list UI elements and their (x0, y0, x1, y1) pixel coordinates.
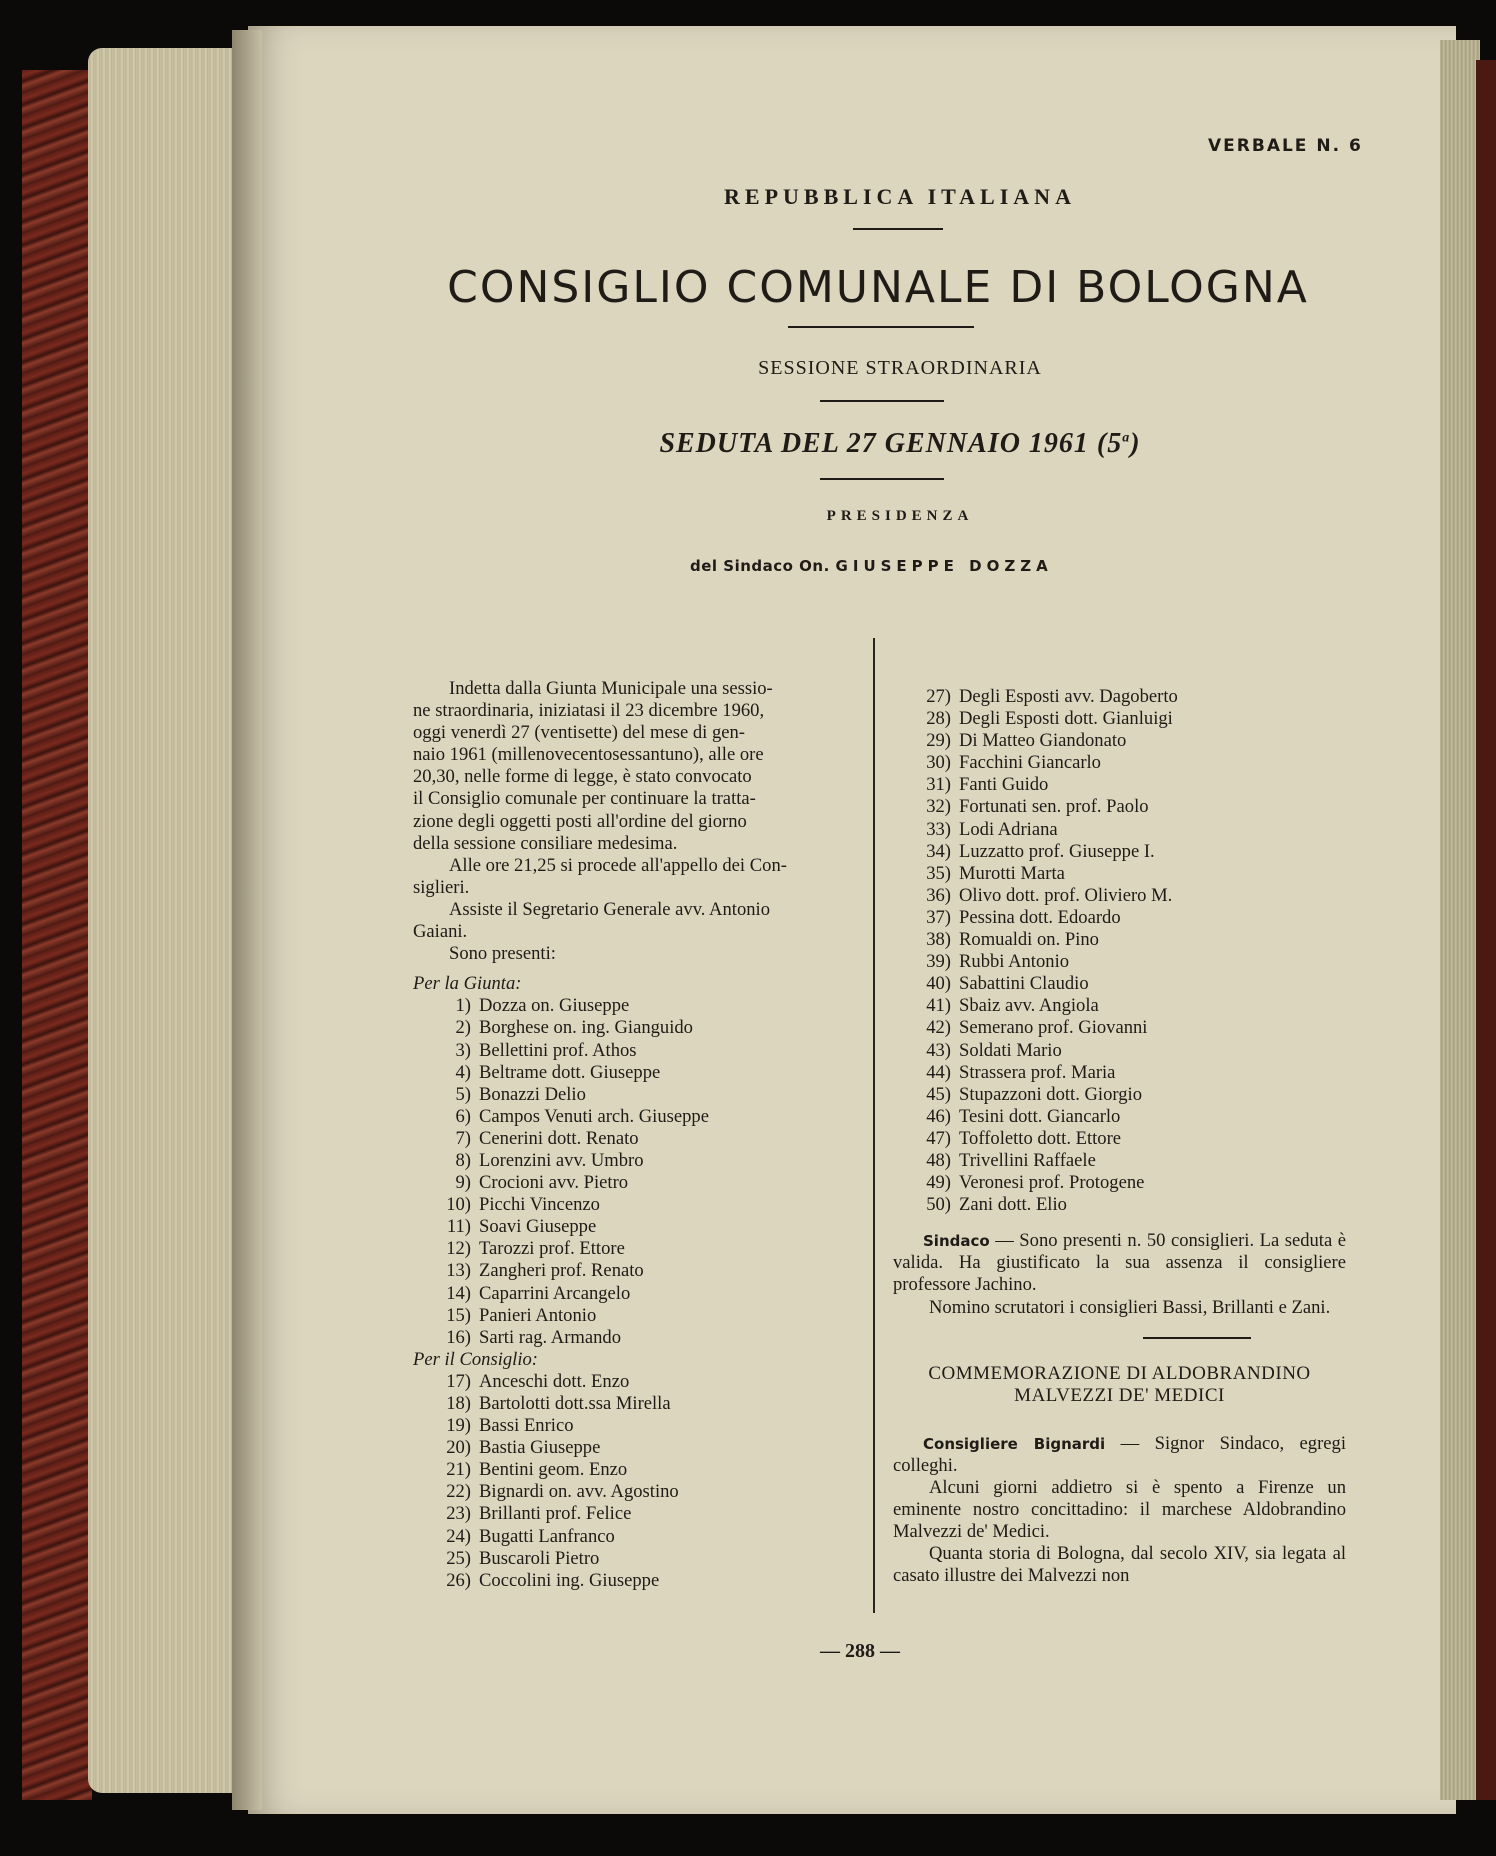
item-number: 31) (926, 774, 951, 796)
list-item (413, 1371, 869, 1393)
divider (1143, 1337, 1251, 1339)
section-title: COMMEMORAZIONE DI ALDOBRANDINO MALVEZZI DE' MEDICI (928, 1362, 1311, 1406)
council-title: CONSIGLIO COMUNALE DI BOLOGNA (447, 262, 1309, 313)
divider (788, 326, 974, 328)
list-item (413, 1040, 869, 1062)
item-number: 39) (926, 951, 951, 973)
member-name: Picchi Vincenzo (479, 1194, 600, 1216)
consiglio-list (413, 1371, 869, 1592)
list-item (893, 929, 1346, 951)
item-number: 23) (446, 1503, 471, 1525)
member-name: Murotti Marta (959, 862, 1065, 884)
list-item (893, 796, 1346, 818)
item-number: 1) (455, 995, 471, 1017)
list-item (413, 1106, 869, 1128)
list-item (413, 1216, 869, 1238)
list-item (893, 885, 1346, 907)
list-item (413, 1238, 869, 1260)
member-name: Soldati Mario (959, 1039, 1062, 1061)
member-name: Bignardi on. avv. Agostino (479, 1481, 679, 1503)
list-item (893, 1062, 1346, 1084)
text-line: naio 1961 (millenovecentosessantuno), alle ore (413, 744, 764, 766)
item-number: 2) (455, 1017, 471, 1039)
member-name: Bastia Giuseppe (479, 1437, 601, 1459)
item-number: 3) (455, 1039, 471, 1061)
member-name: Anceschi dott. Enzo (479, 1370, 630, 1392)
member-name: Fortunati sen. prof. Paolo (959, 796, 1149, 818)
member-name: Stupazzoni dott. Giorgio (959, 1083, 1142, 1105)
paragraph: Quanta storia di Bologna, dal secolo XIV, sia legata al casato illustre dei Malvezzi non (893, 1543, 1346, 1587)
member-name: Degli Esposti avv. Dagoberto (959, 686, 1178, 707)
item-number: 4) (455, 1061, 471, 1083)
list-item (413, 1548, 869, 1570)
scrutatori-paragraph: Nomino scrutatori i consiglieri Bassi, Brillanti e Zani. (929, 1296, 1331, 1318)
member-name: Crocioni avv. Pietro (479, 1172, 629, 1194)
item-number: 34) (926, 840, 951, 862)
member-name: Caparrini Arcangelo (479, 1282, 631, 1304)
member-name: Tarozzi prof. Ettore (479, 1238, 625, 1260)
list-item (413, 1393, 869, 1415)
session-heading: SESSIONE STRAORDINARIA (758, 357, 1042, 379)
text-line: Assiste il Segretario Generale avv. Antonio (449, 898, 771, 920)
item-number: 16) (446, 1326, 471, 1348)
item-number: 22) (446, 1481, 471, 1503)
item-number: 25) (446, 1547, 471, 1569)
member-name: Dozza on. Giuseppe (479, 995, 630, 1017)
divider (853, 228, 943, 230)
verbale-number: VERBALE N. 6 (1208, 136, 1363, 156)
text-line: siglieri. (413, 876, 470, 898)
giunta-list (413, 995, 869, 1349)
member-name: Buscaroli Pietro (479, 1547, 600, 1569)
member-name: Zangheri prof. Renato (479, 1260, 644, 1282)
member-name: Strassera prof. Maria (959, 1061, 1116, 1083)
list-item (893, 1017, 1346, 1039)
item-number: 43) (926, 1039, 951, 1061)
list-item (413, 1437, 869, 1459)
member-name: Toffoletto dott. Ettore (959, 1127, 1122, 1149)
member-name: Olivo dott. prof. Oliviero M. (959, 884, 1173, 906)
text-line: Sono presenti: (449, 943, 556, 965)
list-item (893, 1128, 1346, 1150)
member-name: Borghese on. ing. Gianguido (479, 1017, 693, 1039)
item-number: 20) (446, 1437, 471, 1459)
list-item (893, 774, 1346, 796)
list-item (413, 1017, 869, 1039)
list-item (413, 1062, 869, 1084)
text-line: ne straordinaria, iniziatasi il 23 dicembre 1960, (413, 700, 765, 722)
list-item (893, 686, 1346, 708)
list-item (413, 1283, 869, 1305)
member-name: Panieri Antonio (479, 1304, 597, 1326)
list-item (413, 1128, 869, 1150)
list-item (413, 1150, 869, 1172)
list-item (413, 1172, 869, 1194)
item-number: 45) (926, 1083, 951, 1105)
consiglio-label: Per il Consiglio: (413, 1348, 538, 1370)
item-number: 35) (926, 862, 951, 884)
giunta-label: Per la Giunta: (413, 973, 522, 995)
list-item (413, 1194, 869, 1216)
item-number: 27) (926, 686, 951, 707)
member-name: Sabattini Claudio (959, 973, 1089, 995)
member-name: Bartolotti dott.ssa Mirella (479, 1393, 671, 1414)
list-item (413, 1305, 869, 1327)
member-name: Tesini dott. Giancarlo (959, 1105, 1121, 1127)
member-name: Veronesi prof. Protogene (959, 1172, 1145, 1194)
item-number: 12) (446, 1238, 471, 1260)
item-number: 14) (446, 1282, 471, 1304)
item-number: 11) (446, 1216, 471, 1238)
item-number: 44) (926, 1061, 951, 1083)
list-item (413, 1526, 869, 1548)
list-item (893, 1172, 1346, 1194)
list-item (893, 863, 1346, 885)
text-line: zione degli oggetti posti all'ordine del giorno (413, 810, 747, 832)
meeting-heading: SEDUTA DEL 27 GENNAIO 1961 (5$^a$) (659, 428, 1141, 459)
divider (820, 400, 944, 402)
member-name: Semerano prof. Giovanni (959, 1017, 1148, 1039)
list-item (413, 1084, 869, 1106)
member-name: Soavi Giuseppe (479, 1216, 597, 1238)
member-name: Pessina dott. Edoardo (959, 906, 1121, 928)
text-line: oggi venerdì 27 (ventisette) del mese di gen- (413, 722, 746, 744)
item-number: 30) (926, 752, 951, 774)
right-column (893, 686, 1346, 1587)
item-number: 6) (455, 1105, 471, 1127)
presidency-line: del Sindaco On. GIUSEPPE DOZZA (690, 557, 1053, 575)
member-name: Sarti rag. Armando (479, 1326, 622, 1348)
item-number: 36) (926, 884, 951, 906)
member-name: Brillanti prof. Felice (479, 1503, 632, 1525)
list-item (893, 841, 1346, 863)
member-name: Sbaiz avv. Angiola (959, 995, 1099, 1017)
member-name: Bonazzi Delio (479, 1083, 586, 1105)
member-name: Luzzatto prof. Giuseppe I. (959, 840, 1155, 862)
item-number: 28) (926, 708, 951, 730)
list-item (893, 708, 1346, 730)
item-number: 41) (926, 995, 951, 1017)
bignardi-statement: Consigliere Bignardi — Signor Sindaco, egregi colleghi. (893, 1432, 1346, 1476)
list-item (893, 1084, 1346, 1106)
list-item (893, 1150, 1346, 1172)
consiglio-list-continued (893, 686, 1346, 1216)
list-item (893, 1040, 1346, 1062)
presidency-heading: PRESIDENZA (826, 508, 974, 524)
member-name: Bugatti Lanfranco (479, 1525, 615, 1547)
item-number: 33) (926, 818, 951, 840)
list-item (413, 1570, 869, 1592)
item-number: 19) (446, 1415, 471, 1437)
column-divider (873, 638, 875, 1613)
member-name: Romualdi on. Pino (959, 929, 1099, 951)
left-column (413, 678, 869, 1592)
item-number: 47) (926, 1127, 951, 1149)
list-item (893, 730, 1346, 752)
book-cover-marble (22, 70, 92, 1800)
member-name: Beltrame dott. Giuseppe (479, 1061, 661, 1083)
list-item (893, 951, 1346, 973)
item-number: 40) (926, 973, 951, 995)
right-cover (1476, 60, 1496, 1800)
item-number: 21) (446, 1459, 471, 1481)
item-number: 26) (446, 1569, 471, 1591)
item-number: 50) (926, 1194, 951, 1216)
member-name: Di Matteo Giandonato (959, 730, 1127, 752)
text-line: il Consiglio comunale per continuare la tratta- (413, 788, 756, 810)
text-line: Alle ore 21,25 si procede all'appello dei Con- (449, 854, 787, 876)
member-name: Lodi Adriana (959, 818, 1058, 840)
list-item (893, 995, 1346, 1017)
item-number: 49) (926, 1172, 951, 1194)
list-item (893, 973, 1346, 995)
item-number: 32) (926, 796, 951, 818)
item-number: 29) (926, 730, 951, 752)
list-item (413, 1459, 869, 1481)
text-line: Indetta dalla Giunta Municipale una sessio- (449, 678, 773, 699)
speaker-sindaco: Sindaco (923, 1232, 990, 1251)
list-item (893, 1106, 1346, 1128)
paragraph: Alcuni giorni addietro si è spento a Firenze un eminente nostro concittadino: il marchese Aldobrandino Malvezzi de' Medici. (893, 1476, 1346, 1542)
divider (820, 478, 944, 480)
page-gutter (232, 30, 262, 1810)
item-number: 7) (455, 1127, 471, 1149)
list-item (893, 1194, 1346, 1216)
list-item (893, 907, 1346, 929)
member-name: Campos Venuti arch. Giuseppe (479, 1105, 709, 1127)
member-name: Bassi Enrico (479, 1415, 574, 1437)
list-item (413, 1481, 869, 1503)
member-name: Zani dott. Elio (959, 1194, 1067, 1216)
item-number: 17) (446, 1370, 471, 1392)
item-number: 13) (446, 1260, 471, 1282)
item-number: 42) (926, 1017, 951, 1039)
list-item (893, 752, 1346, 774)
text-line: della sessione consiliare medesima. (413, 832, 678, 854)
speaker-bignardi: Consigliere Bignardi (923, 1434, 1106, 1453)
republic-heading: REPUBBLICA ITALIANA (724, 184, 1076, 209)
item-number: 37) (926, 906, 951, 928)
member-name: Trivellini Raffaele (959, 1149, 1096, 1171)
member-name: Cenerini dott. Renato (479, 1127, 639, 1149)
item-number: 38) (926, 929, 951, 951)
member-name: Fanti Guido (959, 774, 1049, 796)
member-name: Rubbi Antonio (959, 951, 1070, 973)
list-item (893, 819, 1346, 841)
item-number: 24) (446, 1525, 471, 1547)
item-number: 10) (446, 1194, 471, 1216)
list-item (413, 1327, 869, 1349)
item-number: 18) (446, 1393, 471, 1414)
list-item (413, 1415, 869, 1437)
item-number: 5) (455, 1083, 471, 1105)
item-number: 8) (455, 1149, 471, 1171)
member-name: Lorenzini avv. Umbro (479, 1149, 644, 1171)
list-item (413, 1260, 869, 1282)
list-item (413, 1503, 869, 1525)
item-number: 15) (446, 1304, 471, 1326)
member-name: Coccolini ing. Giuseppe (479, 1569, 660, 1591)
text-line: Gaiani. (413, 921, 468, 943)
member-name: Degli Esposti dott. Gianluigi (959, 708, 1173, 730)
sindaco-statement: Sindaco — Sono presenti n. 50 consiglieri. La seduta è valida. Ha giustificato la sua assenza il consigliere professore Jachino. (893, 1230, 1346, 1296)
page-stack-edge (88, 48, 248, 1793)
member-name: Bentini geom. Enzo (479, 1459, 628, 1481)
item-number: 46) (926, 1105, 951, 1127)
item-number: 9) (455, 1172, 471, 1194)
page-number: — 288 — (820, 1640, 900, 1662)
text-line: 20,30, nelle forme di legge, è stato convocato (413, 766, 752, 788)
item-number: 48) (926, 1149, 951, 1171)
member-name: Bellettini prof. Athos (479, 1039, 637, 1061)
member-name: Facchini Giancarlo (959, 752, 1101, 774)
list-item (413, 995, 869, 1017)
